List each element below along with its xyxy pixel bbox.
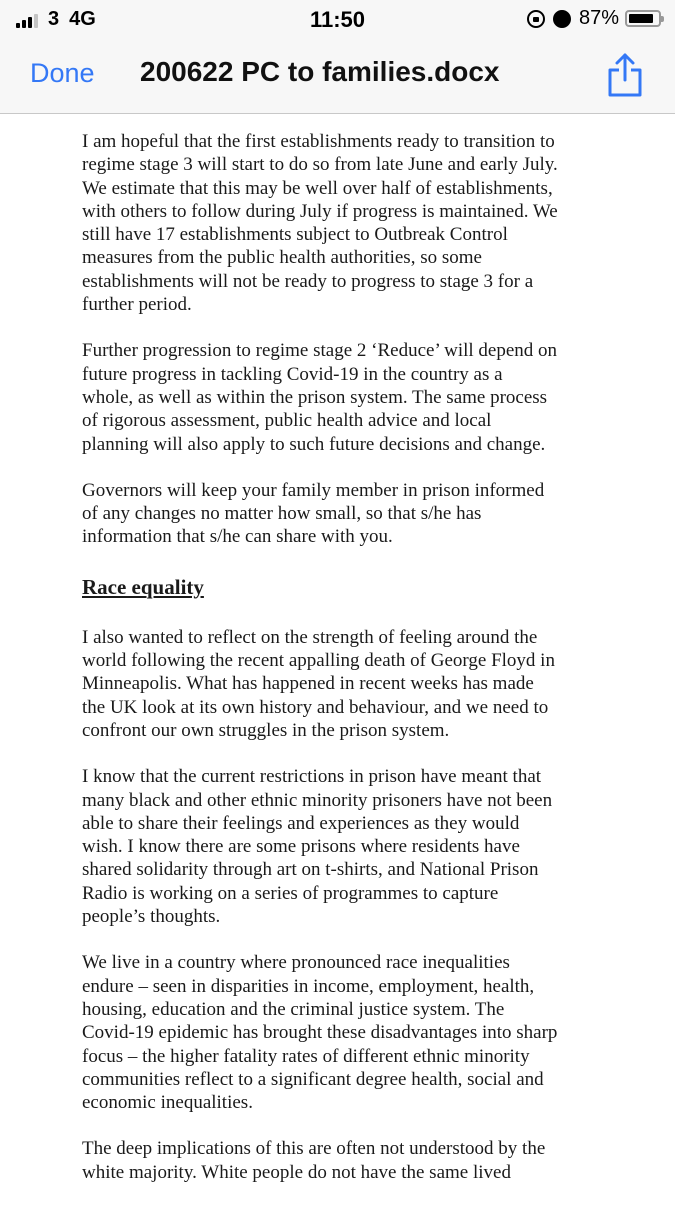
paragraph-governors: Governors will keep your family member in prison informed of any changes no matter how small, so that s/he has information that s/he can share with you.	[82, 479, 545, 548]
status-bar	[0, 0, 675, 38]
network-label: 4G	[69, 8, 96, 30]
paragraph-implications: The deep implications of this are often not understood by the white majority. White people do not have the same lived	[82, 1138, 546, 1183]
done-button[interactable]: Done	[30, 58, 95, 88]
nav-bar	[0, 38, 675, 114]
paragraph-george-floyd: I also wanted to reflect on the strength of feeling around the world following the recent appalling death of George Floyd in Minneapolis. What has happened in recent weeks has made the UK look at its own history and behaviour, and we need to confront our own struggles in the prison system.	[82, 626, 555, 741]
rotation-lock-icon	[527, 10, 545, 28]
document-title: 200622 PC to families.docx	[140, 56, 500, 87]
alarm-icon	[553, 10, 571, 28]
paragraph-stage-2: Further progression to regime stage 2 ‘Reduce’ will depend on future progress in tackling Covid-19 in the country as a whole, as well as within the prison system. The same process of rigorous assessment, public health advice and local planning will also apply to such future decisions and change.	[82, 340, 558, 455]
section-heading-race-equality: Race equality	[82, 574, 204, 599]
document-body	[82, 130, 622, 1207]
share-icon[interactable]	[606, 52, 644, 98]
paragraph-inequalities: We live in a country where pronounced race inequalities endure – seen in disparities in income, employment, health, housing, education and the criminal justice system. The Covid-19 epidemic has brought these disadvantages into sharp focus – the higher fatality rates of different ethnic minority communities reflect to a significant degree health, social and economic inequalities.	[82, 952, 558, 1114]
clock: 11:50	[309, 7, 366, 32]
battery-fill	[629, 14, 653, 23]
carrier-label: 3	[48, 8, 60, 30]
battery-percent: 87%	[578, 7, 619, 29]
battery-icon	[625, 10, 661, 27]
paragraph-restrictions: I know that the current restrictions in prison have meant that many black and other ethnic minority prisoners have not been able to share their feelings and experiences as they would wish. I know there are some prisons where residents have shared solidarity through art on t-shirts, and National Prison Radio is working on a series of programmes to capture people’s thoughts.	[82, 766, 553, 928]
status-right	[527, 7, 661, 30]
paragraph-stage-3: I am hopeful that the first establishments ready to transition to regime stage 3 will start to do so from late June and early July. We estimate that this may be well over half of establishments, with others to follow during July if progress is maintained. We still have 17 establishments subject to Outbreak Control measures from the public health authorities, so some establishments will not be ready to progress to stage 3 for a further period.	[82, 131, 558, 316]
